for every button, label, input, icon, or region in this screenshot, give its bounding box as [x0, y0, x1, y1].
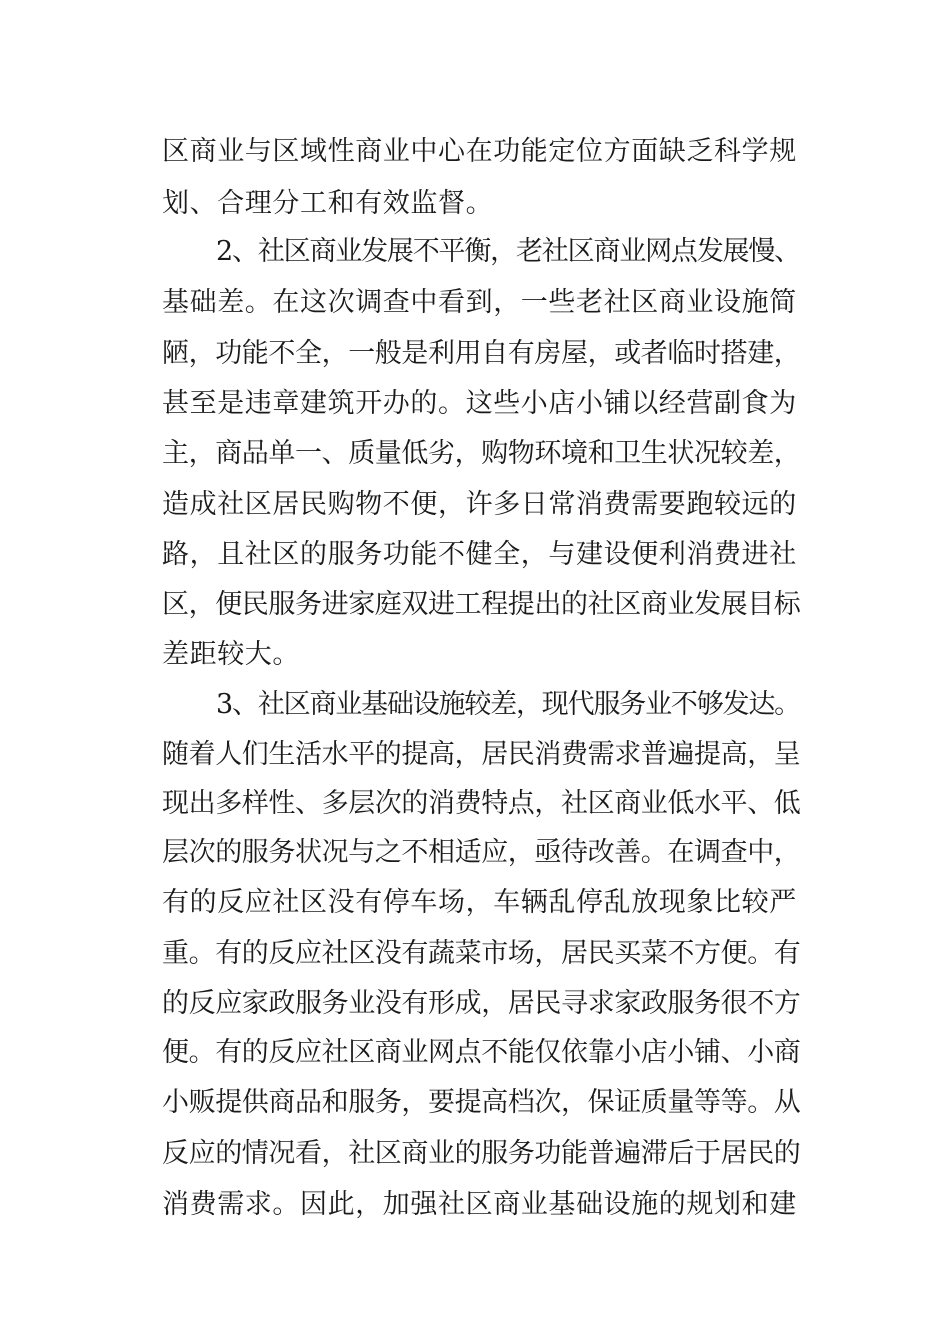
- text-line: 主，商品单一、质量低劣，购物环境和卫生状况较差，: [162, 438, 801, 469]
- text-line: 基础差。在这次调查中看到，一些老社区商业设施简: [162, 287, 797, 318]
- text-line: 现出多样性、多层次的消费特点，社区商业低水平、低: [162, 788, 801, 819]
- text-line: 甚至是违章建筑开办的。这些小店小铺以经营副食为: [162, 388, 797, 419]
- text-line: 有的反应社区没有停车场，车辆乱停乱放现象比较严: [162, 887, 797, 918]
- text-line: 重。有的反应社区没有蔬菜市场，居民买菜不方便。有: [162, 938, 801, 969]
- text-line: 层次的服务状况与之不相适应，亟待改善。在调查中，: [162, 837, 801, 868]
- text-line: 陋，功能不全，一般是利用自有房屋，或者临时搭建，: [162, 338, 801, 369]
- text-line: 消费需求。因此，加强社区商业基础设施的规划和建: [162, 1189, 797, 1220]
- text-line: 便。有的反应社区商业网点不能仅依靠小店小铺、小商: [162, 1037, 801, 1068]
- text-line: 的反应家政服务业没有形成，居民寻求家政服务很不方: [162, 988, 801, 1019]
- text-line: 路，且社区的服务功能不健全，与建设便利消费进社: [162, 539, 797, 570]
- text-line: 区，便民服务进家庭双进工程提出的社区商业发展目标: [162, 589, 801, 620]
- text-line: 小贩提供商品和服务，要提高档次，保证质量等等。从: [162, 1087, 801, 1118]
- paragraph-2-first-line: 2、社区商业发展不平衡，老社区商业网点发展慢、: [216, 236, 800, 267]
- paragraph-3-first-line: 3、社区商业基础设施较差，现代服务业不够发达。: [216, 689, 800, 720]
- text-line: 划、合理分工和有效监督。: [162, 188, 494, 219]
- text-line: 随着人们生活水平的提高，居民消费需求普遍提高，呈: [162, 739, 801, 770]
- text-line: 反应的情况看，社区商业的服务功能普遍滞后于居民的: [162, 1138, 801, 1169]
- text-line: 造成社区居民购物不便，许多日常消费需要跑较远的: [162, 489, 797, 520]
- text-line: 区商业与区域性商业中心在功能定位方面缺乏科学规: [162, 136, 797, 167]
- text-line: 差距较大。: [162, 639, 300, 670]
